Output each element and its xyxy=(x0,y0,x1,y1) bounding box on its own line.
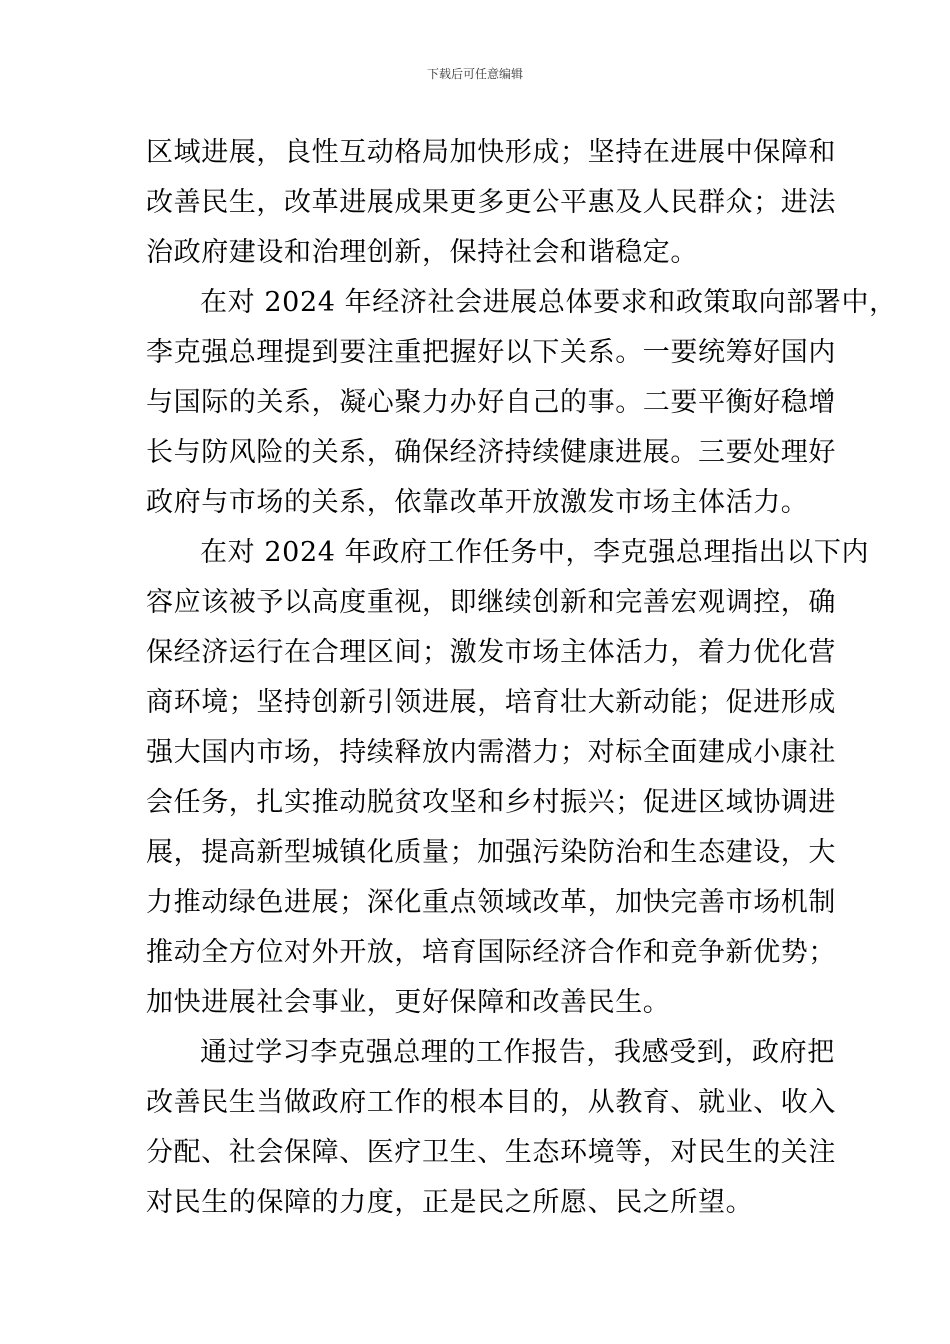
text-line: 分配、社会保障、医疗卫生、生态环境等，对民生的关注 xyxy=(146,1137,836,1168)
text-line: 展，提高新型城镇化质量；加强污染防治和生态建设，大 xyxy=(146,837,836,868)
text-line: 对民生的保障的力度，正是民之所愿、民之所望。 xyxy=(146,1187,754,1218)
text-line: 力推动绿色进展；深化重点领域改革，加快完善市场机制 xyxy=(146,887,836,918)
text-line: 保经济运行在合理区间；激发市场主体活力，着力优化营 xyxy=(146,637,836,668)
text-line: 与国际的关系，凝心聚力办好自己的事。二要平衡好稳增 xyxy=(146,387,836,418)
text-line: 容应该被予以高度重视，即继续创新和完善宏观调控，确 xyxy=(146,587,836,618)
text-line: 治政府建设和治理创新，保持社会和谐稳定。 xyxy=(146,237,698,268)
text-line: 改善民生，改革进展成果更多更公平惠及人民群众；进法 xyxy=(146,187,836,218)
text-line: 改善民生当做政府工作的根本目的，从教育、就业、收入 xyxy=(146,1087,836,1118)
text-line: 李克强总理提到要注重把握好以下关系。一要统筹好国内 xyxy=(146,337,836,368)
text-line: 加快进展社会事业，更好保障和改善民生。 xyxy=(146,987,671,1018)
text-line: 商环境；坚持创新引领进展，培育壮大新动能；促进形成 xyxy=(146,687,836,718)
paragraph-first-line: 在对 2024 年经济社会进展总体要求和政策取向部署中， xyxy=(200,287,897,318)
text-line: 区域进展，良性互动格局加快形成；坚持在进展中保障和 xyxy=(146,137,836,168)
page-header: 下载后可任意编辑 xyxy=(426,67,523,81)
text-line: 强大国内市场，持续释放内需潜力；对标全面建成小康社 xyxy=(146,737,836,768)
text-line: 政府与市场的关系，依靠改革开放激发市场主体活力。 xyxy=(146,487,809,518)
document-body xyxy=(146,128,897,1228)
text-line: 会任务，扎实推动脱贫攻坚和乡村振兴；促进区域协调进 xyxy=(146,787,836,818)
text-line: 推动全方位对外开放，培育国际经济合作和竞争新优势； xyxy=(146,937,836,968)
text-line: 长与防风险的关系，确保经济持续健康进展。三要处理好 xyxy=(146,437,836,468)
paragraph-first-line: 在对 2024 年政府工作任务中，李克强总理指出以下内 xyxy=(200,537,870,568)
paragraph-first-line: 通过学习李克强总理的工作报告，我感受到，政府把 xyxy=(200,1037,835,1068)
